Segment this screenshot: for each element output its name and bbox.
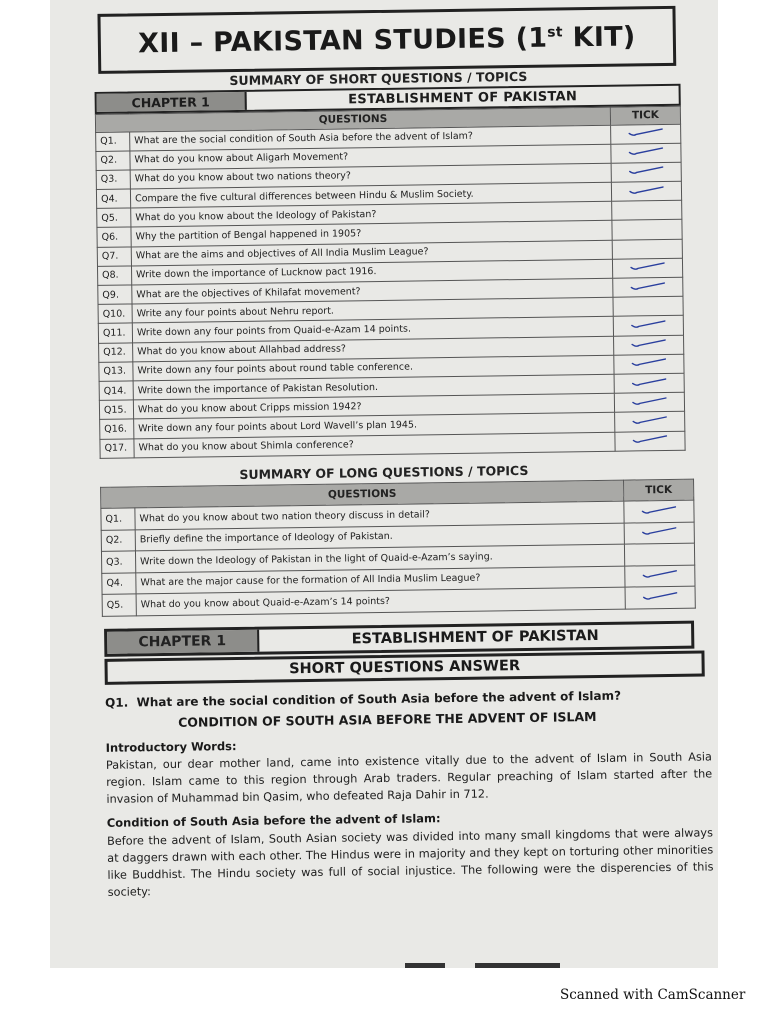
question-text: What do you know about two nations theory?	[130, 163, 611, 189]
scan-edge-mark	[475, 963, 560, 968]
question-number: Q5.	[97, 208, 131, 228]
question-number: Q1.	[101, 508, 135, 530]
question-text: What do you know about Shimla conference?	[134, 432, 615, 458]
tick-cell	[625, 565, 695, 587]
question-text: What do you know about Cripps mission 1942?	[133, 393, 614, 419]
tick-cell	[612, 239, 682, 259]
tick-cell	[611, 143, 681, 163]
question-text: What are the aims and objectives of All India Muslim League?	[131, 240, 612, 266]
tick-cell	[615, 412, 685, 432]
question-number: Q8.	[97, 266, 131, 286]
question-number: Q4.	[102, 572, 136, 594]
tick-mark-icon	[629, 319, 667, 330]
question-text: What do you know about Aligarh Movement?	[130, 144, 611, 170]
tick-cell	[624, 522, 694, 544]
tick-cell	[613, 296, 683, 316]
question-number: Q16.	[100, 419, 134, 439]
tick-mark-icon	[629, 281, 667, 292]
tick-mark-icon	[640, 526, 678, 537]
short-questions-answer-banner: SHORT QUESTIONS ANSWER	[104, 650, 704, 684]
condition-heading: Condition of South Asia before the advent of Islam:	[106, 811, 441, 830]
question-text: Write down the importance of Pakistan Resolution.	[133, 374, 614, 400]
scan-edge-mark	[405, 963, 445, 968]
tick-mark-icon	[641, 569, 679, 580]
question-number: Q3.	[96, 170, 130, 190]
tick-mark-icon	[630, 357, 668, 368]
chapter-banner-title: ESTABLISHMENT OF PAKISTAN	[351, 627, 599, 648]
question-number: Q10.	[98, 304, 132, 324]
question-text: Write any four points about Nehru report.	[132, 297, 613, 323]
question-number: Q6.	[97, 227, 131, 247]
question-text: What do you know about the Ideology of Pakistan?	[131, 201, 612, 227]
tick-cell	[624, 500, 694, 522]
tick-column-header: TICK	[610, 106, 680, 124]
question-text: Write down any four points about round table conference.	[133, 355, 614, 381]
tick-mark-icon	[630, 376, 668, 387]
tick-cell	[613, 277, 683, 297]
tick-mark-icon	[631, 434, 669, 445]
tick-cell	[624, 543, 694, 565]
question-text: Briefly define the importance of Ideology of Pakistan.	[135, 523, 624, 551]
questions-column-header: QUESTIONS	[95, 107, 610, 132]
long-questions-table	[100, 479, 696, 617]
question-text: Write down the Ideology of Pakistan in the light of Quaid-e-Azam’s saying.	[135, 544, 624, 572]
question-text: What are the social condition of South Asia before the advent of Islam?	[130, 125, 611, 151]
question-text: Write down any four points about Lord Wavell’s plan 1945.	[134, 413, 615, 439]
chapter-label: CHAPTER 1	[97, 92, 247, 112]
question-text: Write down any four points from Quaid-e-Azam 14 points.	[132, 317, 613, 343]
question-number: Q15.	[99, 400, 133, 420]
document-title: XII – PAKISTAN STUDIES (1st KIT)	[137, 20, 636, 59]
question-number: Q17.	[100, 438, 134, 458]
question-text: What do you know about Allahbad address?	[133, 336, 614, 362]
tick-cell	[612, 201, 682, 221]
long-summary-heading: SUMMARY OF LONG QUESTIONS / TOPICS	[239, 462, 529, 482]
tick-cell	[614, 392, 684, 412]
tick-mark-icon	[630, 396, 668, 407]
tick-mark-icon	[640, 505, 678, 516]
condition-paragraph: Before the advent of Islam, South Asian society was divided into many small kingdoms that were always at daggers drawn with each other. The Hindus were in majority and they kept on torturing other minorities like Buddhist. The Hindu society was full of social injustice. The following were the disperencies of this society:	[106, 826, 714, 899]
tick-cell	[614, 335, 684, 355]
question-text: Write down the importance of Lucknow pact 1916.	[131, 259, 612, 285]
question-number: Q1.	[96, 131, 130, 151]
question-number: Q7.	[97, 247, 131, 267]
question-number: Q4.	[96, 189, 130, 209]
tick-mark-icon	[627, 127, 665, 138]
scanner-watermark: Scanned with CamScanner	[560, 987, 746, 1003]
question-text: Compare the five cultural differences between Hindu & Muslim Society.	[130, 182, 611, 208]
questions-column-header: QUESTIONS	[101, 480, 624, 508]
tick-cell	[614, 354, 684, 374]
tick-cell	[614, 373, 684, 393]
question-number: Q2.	[96, 151, 130, 171]
chapter-title: ESTABLISHMENT OF PAKISTAN	[348, 88, 578, 107]
tick-cell	[612, 220, 682, 240]
tick-cell	[611, 124, 681, 144]
introductory-words-heading: Introductory Words:	[105, 739, 237, 755]
question-1-text: What are the social condition of South Asia before the advent of Islam?	[136, 688, 622, 710]
question-text: What do you know about two nation theory discuss in detail?	[135, 501, 624, 529]
tick-mark-icon	[641, 591, 679, 602]
question-text: Why the partition of Bengal happened in 1905?	[131, 221, 612, 247]
page-content	[50, 0, 718, 968]
tick-mark-icon	[631, 415, 669, 426]
document-title-box	[97, 6, 676, 74]
short-questions-table	[95, 106, 686, 459]
short-summary-heading: SUMMARY OF SHORT QUESTIONS / TOPICS	[229, 68, 528, 89]
introductory-paragraph: Pakistan, our dear mother land, came into existence vitally due to the advent of Islam in South Asia region. Islam came to this region through Arab traders. Regular preaching of Islam started after the invasion of Muhammad bin Qasim, who defeated Raja Dahir in 712.	[105, 750, 713, 806]
tick-cell	[615, 431, 685, 451]
question-number: Q12.	[99, 343, 133, 363]
question-text: What do you know about Quaid-e-Azam’s 14 points?	[136, 587, 625, 615]
tick-column-header: TICK	[624, 479, 694, 501]
chapter-banner-label: CHAPTER 1	[107, 630, 259, 654]
answer-section-title: CONDITION OF SOUTH ASIA BEFORE THE ADVENT OF ISLAM	[178, 709, 597, 730]
question-text: What are the objectives of Khilafat movement?	[132, 278, 613, 304]
question-number: Q5.	[102, 594, 136, 616]
question-1-number: Q1.	[104, 695, 129, 710]
question-1-heading	[105, 687, 715, 710]
tick-cell	[613, 316, 683, 336]
tick-cell	[611, 181, 681, 201]
tick-mark-icon	[627, 185, 665, 196]
tick-cell	[611, 162, 681, 182]
question-number: Q13.	[99, 362, 133, 382]
question-text: What are the major cause for the formation of All India Muslim League?	[136, 566, 625, 594]
question-number: Q11.	[98, 323, 132, 343]
tick-mark-icon	[630, 338, 668, 349]
question-number: Q9.	[98, 285, 132, 305]
tick-cell	[612, 258, 682, 278]
tick-cell	[625, 586, 695, 608]
question-number: Q3.	[101, 551, 135, 573]
scanned-page	[50, 0, 718, 968]
tick-mark-icon	[628, 261, 666, 272]
question-number: Q2.	[101, 529, 135, 551]
question-number: Q14.	[99, 381, 133, 401]
tick-mark-icon	[627, 146, 665, 157]
tick-mark-icon	[627, 165, 665, 176]
